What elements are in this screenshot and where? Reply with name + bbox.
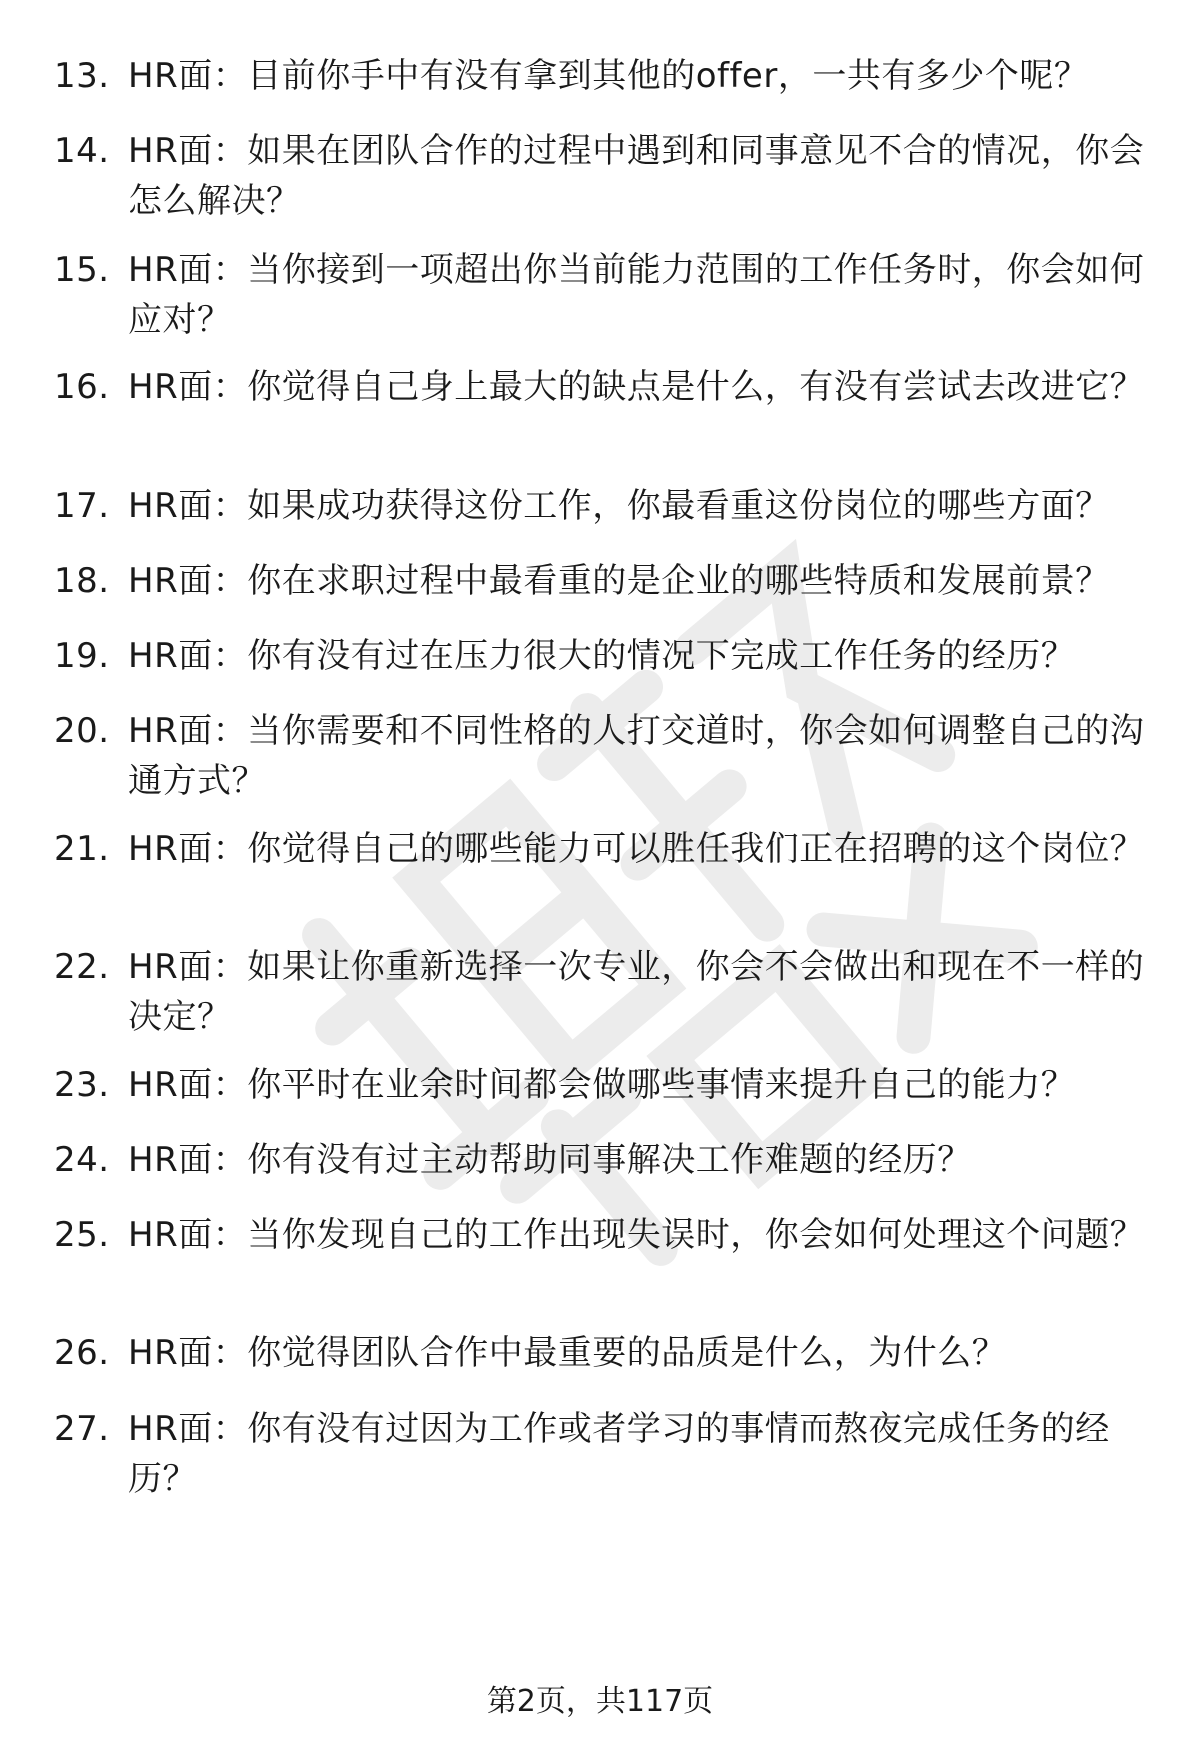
question-text: HR面：你平时在业余时间都会做哪些事情来提升自己的能力？ bbox=[128, 1065, 1076, 1105]
question-text: HR面：你有没有过主动帮助同事解决工作难题的经历？ bbox=[128, 1140, 972, 1180]
question-number: 18. bbox=[54, 561, 110, 601]
question-number: 15. bbox=[54, 250, 110, 290]
question-text: HR面：当你接到一项超出你当前能力范围的工作任务时，你会如何应对？ bbox=[128, 250, 1145, 340]
question-number: 25. bbox=[54, 1215, 110, 1255]
question-number: 22. bbox=[54, 947, 110, 987]
page-footer: 第2页，共117页 bbox=[486, 1684, 714, 1719]
question-number: 13. bbox=[54, 56, 110, 96]
question-number: 16. bbox=[54, 367, 110, 407]
question-number: 19. bbox=[54, 636, 110, 676]
question-number: 21. bbox=[54, 829, 110, 869]
question-text: HR面：当你发现自己的工作出现失误时，你会如何处理这个问题？ bbox=[128, 1215, 1145, 1255]
question-text: HR面：你觉得自己身上最大的缺点是什么，有没有尝试去改进它？ bbox=[128, 367, 1145, 407]
question-text: HR面：你觉得团队合作中最重要的品质是什么，为什么？ bbox=[128, 1333, 1007, 1373]
question-text: HR面：如果在团队合作的过程中遇到和同事意见不合的情况，你会怎么解决？ bbox=[128, 131, 1145, 221]
question-text: HR面：你有没有过因为工作或者学习的事情而熬夜完成任务的经历？ bbox=[128, 1409, 1110, 1499]
question-number: 27. bbox=[54, 1409, 110, 1449]
question-number: 20. bbox=[54, 711, 110, 751]
question-number: 23. bbox=[54, 1065, 110, 1105]
question-text: HR面：如果成功获得这份工作，你最看重这份岗位的哪些方面？ bbox=[128, 486, 1110, 526]
question-number: 24. bbox=[54, 1140, 110, 1180]
question-text: HR面：你有没有过在压力很大的情况下完成工作任务的经历？ bbox=[128, 636, 1076, 676]
question-number: 14. bbox=[54, 131, 110, 171]
question-text: HR面：如果让你重新选择一次专业，你会不会做出和现在不一样的决定？ bbox=[128, 947, 1145, 1037]
question-text: HR面：你在求职过程中最看重的是企业的哪些特质和发展前景？ bbox=[128, 561, 1110, 601]
question-text: HR面：当你需要和不同性格的人打交道时，你会如何调整自己的沟通方式？ bbox=[128, 711, 1145, 801]
question-number: 26. bbox=[54, 1333, 110, 1373]
question-number: 17. bbox=[54, 486, 110, 526]
question-text: HR面：你觉得自己的哪些能力可以胜任我们正在招聘的这个岗位？ bbox=[128, 829, 1145, 869]
question-text: HR面：目前你手中有没有拿到其他的offer，一共有多少个呢？ bbox=[128, 56, 1089, 96]
